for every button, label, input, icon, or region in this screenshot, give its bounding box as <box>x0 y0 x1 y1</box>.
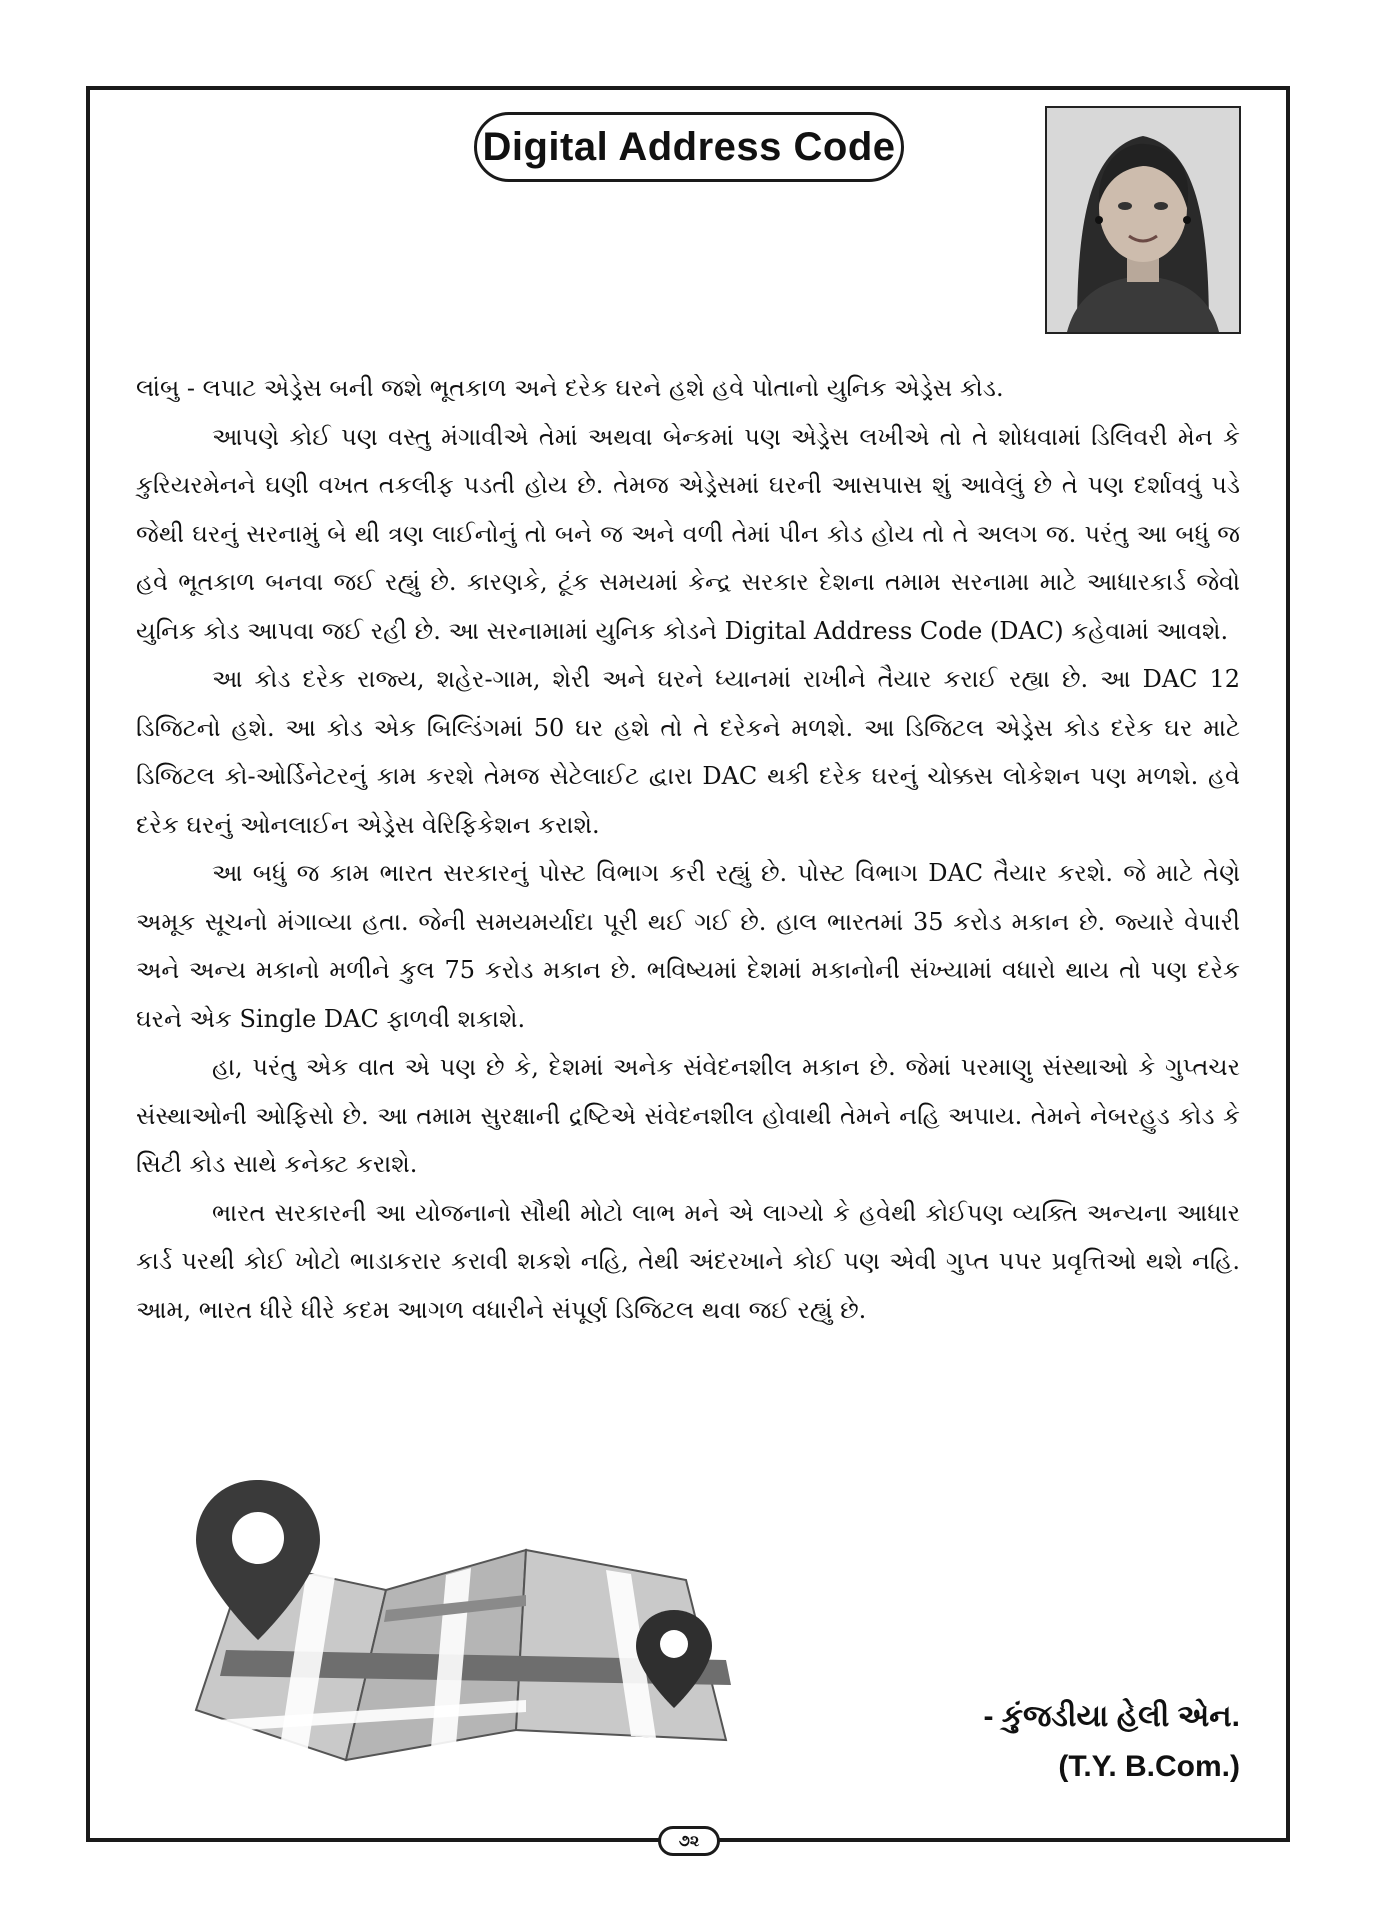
page-number: ૭૨ <box>658 1826 720 1856</box>
page-title: Digital Address Code <box>474 112 904 182</box>
article-body <box>136 364 1240 1334</box>
article-paragraph: ભારત સરકારની આ યોજનાનો સૌથી મોટો લાભ મને એ લાગ્યો કે હવેથી કોઈપણ વ્યક્તિ અન્યના આધાર કાર્ડ પરથી કોઈ ખોટો ભાડાકરાર કરાવી શકશે નહિ, તેથી અંદરખાને કોઈ પણ એવી ગુપ્ત પપર પ્રવૃત્તિઓ થશે નહિ. આમ, ભારત ધીરે ધીરે કદમ આગળ વધારીને સંપૂર્ણ ડિજિટલ થવા જઈ રહ્યું છે. <box>136 1198 1240 1324</box>
article-paragraph: આ કોડ દરેક રાજ્ય, શહેર-ગામ, શેરી અને ઘરને ધ્યાનમાં રાખીને તૈયાર કરાઈ રહ્યા છે. આ DAC 12 ડિજિટનો હશે. આ કોડ એક બિલ્ડિંગમાં 50 ઘર હશે તો તે દરેકને મળશે. આ ડિજિટલ એડ્રેસ કોડ દરેક ઘર માટે ડિજિટલ કો-ઓર્ડિનેટરનું કામ કરશે તેમજ સેટેલાઈટ દ્વારા DAC થકી દરેક ઘરનું ચોક્કસ લોકેશન પણ મળશે. હવે દરેક ઘરનું ઓનલાઈન એડ્રેસ વેરિફિકેશન કરાશે. <box>136 665 1240 839</box>
map-illustration <box>186 1460 746 1780</box>
author-block <box>984 1692 1240 1792</box>
article-intro: લાંબુ - લપાટ એડ્રેસ બની જશે ભૂતકાળ અને દરેક ઘરને હશે હવે પોતાનો યુનિક એડ્રેસ કોડ. <box>136 374 1004 402</box>
article-paragraph: આપણે કોઈ પણ વસ્તુ મંગાવીએ તેમાં અથવા બેન્કમાં પણ એડ્રેસ લખીએ તો તે શોધવામાં ડિલિવરી મેન કે કુરિયરમેનને ઘણી વખત તકલીફ પડતી હોય છે. તેમજ એડ્રેસમાં ઘરની આસપાસ શું આવેલું છે તે પણ દર્શાવવું પડે જેથી ઘરનું સરનામું બે થી ત્રણ લાઈનોનું તો બને જ અને વળી તેમાં પીન કોડ હોય તો તે અલગ જ. પરંતુ આ બધું જ હવે ભૂતકાળ બનવા જઈ રહ્યું છે. કારણકે, ટૂંક સમયમાં કેન્દ્ર સરકાર દેશના તમામ સરનામા માટે આધારકાર્ડ જેવો યુનિક કોડ આપવા જઈ રહી છે. આ સરનામામાં યુનિક કોડને Digital Address Code (DAC) કહેવામાં આવશે. <box>136 422 1240 645</box>
author-class: (T.Y. B.Com.) <box>1058 1750 1240 1783</box>
portrait-icon <box>1047 108 1239 332</box>
article-paragraph: હા, પરંતુ એક વાત એ પણ છે કે, દેશમાં અનેક સંવેદનશીલ મકાન છે. જેમાં પરમાણુ સંસ્થાઓ કે ગુપ્તચર સંસ્થાઓની ઓફિસો છે. આ તમામ સુરક્ષાની દ્રષ્ટિએ સંવેદનશીલ હોવાથી તેમને નહિ અપાય. તેમને નેબરહુડ કોડ કે સિટી કોડ સાથે કનેક્ટ કરાશે. <box>136 1053 1240 1178</box>
article-paragraph: આ બધું જ કામ ભારત સરકારનું પોસ્ટ વિભાગ કરી રહ્યું છે. પોસ્ટ વિભાગ DAC તૈયાર કરશે. જે માટે તેણે અમૂક સૂચનો મંગાવ્યા હતા. જેની સમયમર્યાદા પૂરી થઈ ગઈ છે. હાલ ભારતમાં 35 કરોડ મકાન છે. જ્યારે વેપારી અને અન્ય મકાનો મળીને કુલ 75 કરોડ મકાન છે. ભવિષ્યમાં દેશમાં મકાનોની સંખ્યામાં વધારો થાય તો પણ દરેક ઘરને એક Single DAC ફાળવી શકાશે. <box>136 859 1240 1033</box>
author-name: - કુંજડીયા હેલી એન. <box>983 1700 1240 1733</box>
portrait-photo <box>1045 106 1241 334</box>
map-with-location-pins-icon <box>186 1460 746 1780</box>
